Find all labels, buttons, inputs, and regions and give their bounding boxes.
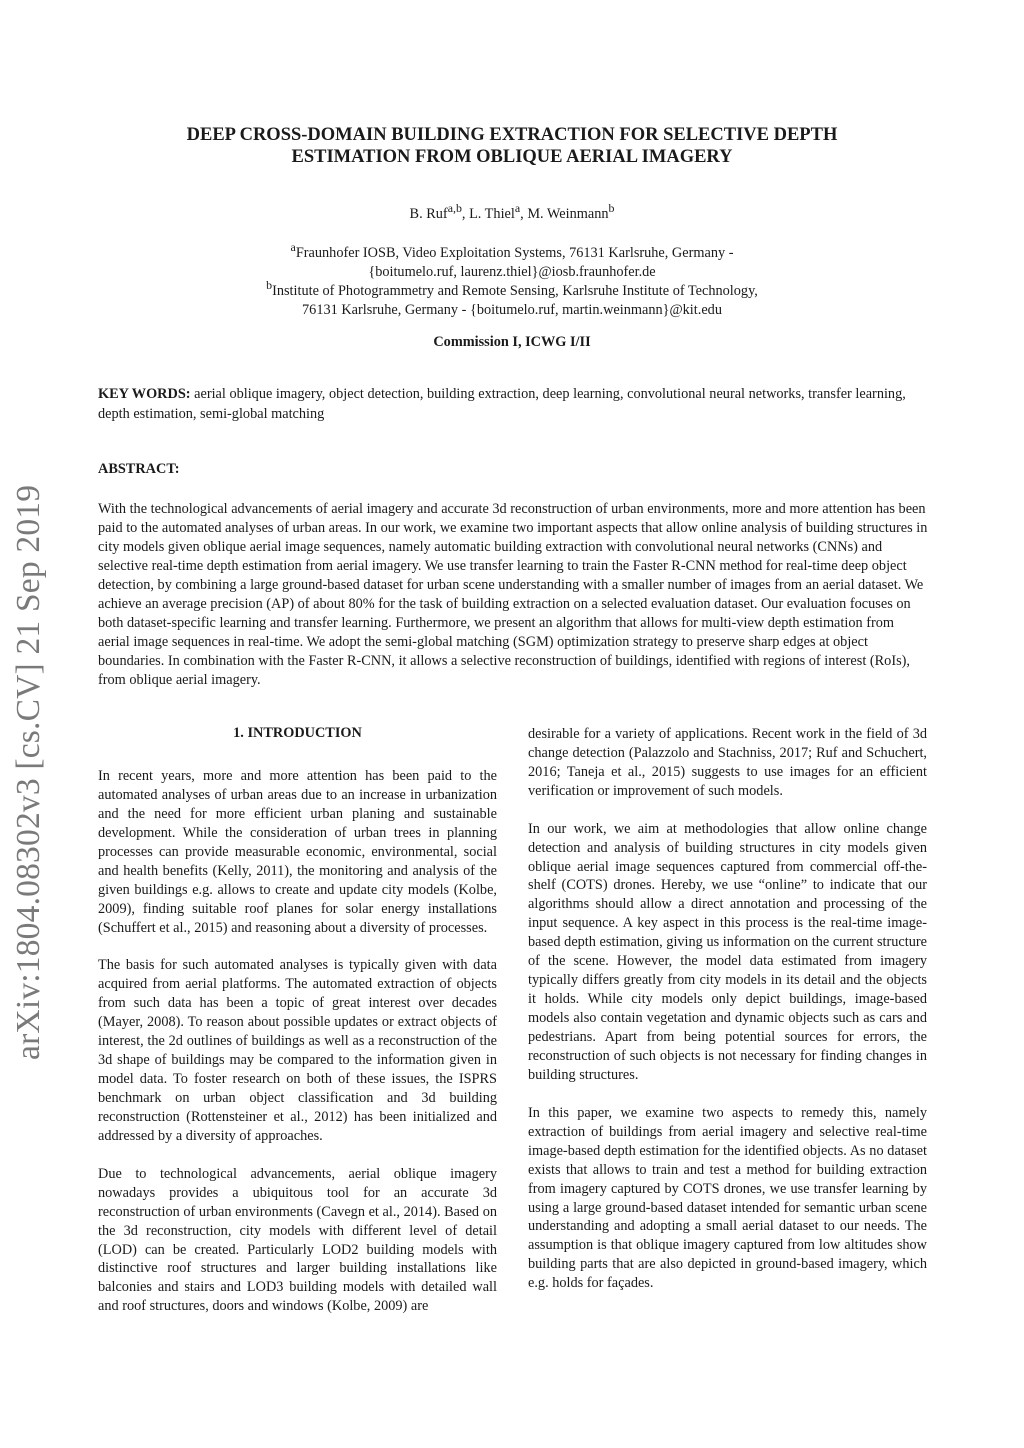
author-name: M. Weinmann (527, 205, 609, 222)
author-list (98, 201, 926, 223)
affiliation-emails: {boitumelo.ruf, laurenz.thiel}@iosb.fraunhofer.de (368, 264, 656, 281)
author-separator: , (461, 205, 470, 222)
paragraph: In recent years, more and more attention has been paid to the automated analyses of urban areas due to an increase in urbanization and the need for more efficient urban planing and sustainable development. While the consideration of urban trees in planning processes can provide measurable economic, environmental, social and health benefits (Kelly, 2011), the monitoring and analysis of the given buildings e.g. allows to create and update city models (Kolbe, 2009), finding suitable roof planes for solar energy installations (Schuffert et al., 2015) and reasoning about a diversity of processes. (98, 768, 497, 936)
paragraph: In our work, we aim at methodologies that allow online change detection and analysis of building structures in city models given oblique aerial image sequences captured from commercial off-the-shelf (COTS) drones. Hereby, we use “online” to indicate that our algorithms should allow a direct annotation and processing of the input sequence. A key aspect in this process is the real-time image-based depth estimation, giving us information on the current structure of the scene. However, the model data estimated from imagery typically differs greatly from city models in its detail and the objects it holds. While city models only depict buildings, image-based models also contain vegetation and dynamic objects such as cars and pedestrians. Apart from being potential sources for errors, the reconstruction of such objects is not necessary for finding changes in building structures. (528, 820, 927, 1083)
section-heading-introduction: 1. INTRODUCTION (233, 725, 362, 741)
keywords (98, 385, 928, 424)
author-affiliation-mark: b (608, 201, 615, 215)
affiliation-mark: b (266, 278, 273, 292)
left-column (98, 767, 497, 1335)
abstract-heading: ABSTRACT: (98, 461, 180, 477)
paragraph: Due to technological advancements, aerial oblique imagery nowadays provides a ubiquitous tool for an accurate 3d reconstruction of urban environments (Cavegn et al., 2014). Based on the 3d reconstruction, city models with different level of detail (LOD) can be created. Particularly LOD2 building models with distinctive roof structures and larger building installations like balconies and stairs and LOD3 building models with detailed wall and roof structures, doors and windows (Kolbe, 2009) are (98, 1165, 497, 1315)
affiliation-line (98, 276, 926, 301)
affiliation-b (98, 276, 926, 321)
author-separator: , (520, 205, 528, 222)
commission-label: Commission I, ICWG I/II (433, 334, 591, 350)
keywords-label: KEY WORDS: (98, 386, 191, 402)
title-line-1: DEEP CROSS-DOMAIN BUILDING EXTRACTION FOR SELECTIVE DEPTH (186, 125, 838, 145)
title-line-2: ESTIMATION FROM OBLIQUE AERIAL IMAGERY (291, 147, 733, 167)
paragraph: desirable for a variety of applications. Recent work in the field of 3d change detection (Palazzolo and Stachniss, 2017; Ruf and Schuchert, 2016; Taneja et al., 2015) suggests to use images for an efficient verification or improvement of such models. (528, 726, 927, 799)
paragraph: The basis for such automated analyses is typically given with data acquired from aerial platforms. The automated extraction of objects from such data has been a topic of great interest over decades (Mayer, 2008). To reason about possible updates or extract objects of interest, the 2d outlines of buildings as well as a reconstruction of the 3d shape of buildings may be compared to the information given in model data. To foster research on both of these issues, the ISPRS benchmark on urban object classification and 3d building reconstruction (Rottensteiner et al., 2012) has been initialized and addressed by a diversity of approaches. (98, 957, 497, 1144)
keywords-text: aerial oblique imagery, object detection, building extraction, deep learning, convolutional neural networks, transfer learning, depth estimation, semi-global matching (98, 386, 906, 422)
author-name: B. Ruf (409, 205, 448, 222)
author-affiliation-mark: a (514, 201, 521, 215)
paragraph: In this paper, we examine two aspects to remedy this, namely extraction of buildings from aerial imagery and selective real-time image-based depth estimation for the identified objects. As no dataset exists that allows to train and test a method for building extraction from imagery captured by COTS drones, we use transfer learning by using a large ground-based dataset intended for semantic urban scene understanding and adopting a small aerial dataset to our needs. The assumption is that oblique imagery captured from low altitudes show building parts that are also depicted in ground-based imagery, which e.g. holds for façades. (528, 1104, 927, 1292)
affiliation-emails: 76131 Karlsruhe, Germany - {boitumelo.ruf, martin.weinmann}@kit.edu (302, 302, 722, 319)
abstract-text: With the technological advancements of aerial imagery and accurate 3d reconstruction of urban environments, more and more attention has been paid to the automated analyses of urban areas. In our work, we examine two important aspects that allow online analysis of building structures in city models given oblique aerial image sequences, namely automatic building extraction with convolutional neural networks (CNNs) and selective real-time depth estimation from aerial imagery. We use transfer learning to train the Faster R-CNN method for real-time deep object detection, by combining a large ground-based dataset for urban scene understanding with a smaller number of images from an aerial dataset. We achieve an average precision (AP) of about 80% for the task of building extraction on a selected evaluation dataset. Our evaluation focuses on both dataset-specific learning and transfer learning. Furthermore, we present an algorithm that allows for multi-view depth estimation from aerial image sequences in real-time. We adopt the semi-global matching (SGM) optimization strategy to preserve sharp edges at object boundaries. In combination with the Faster R-CNN, it allows a selective reconstruction of buildings, identified with regions of interest (RoIs), from oblique aerial imagery. (98, 501, 928, 689)
arxiv-identifier: arXiv:1804.08302v3 [cs.CV] 21 Sep 2019 (10, 484, 47, 1060)
affiliation-mark: a (290, 240, 296, 254)
affiliation-text: Fraunhofer IOSB, Video Exploitation Systems, 76131 Karlsruhe, Germany - (295, 244, 734, 261)
affiliation-text: Institute of Photogrammetry and Remote Sensing, Karlsruhe Institute of Technology, (272, 282, 758, 299)
right-column (528, 725, 927, 1312)
author-name: L. Thiel (469, 205, 515, 222)
author-affiliation-mark: a,b (447, 201, 462, 215)
affiliation-line (98, 238, 926, 263)
paper-title (98, 124, 926, 168)
